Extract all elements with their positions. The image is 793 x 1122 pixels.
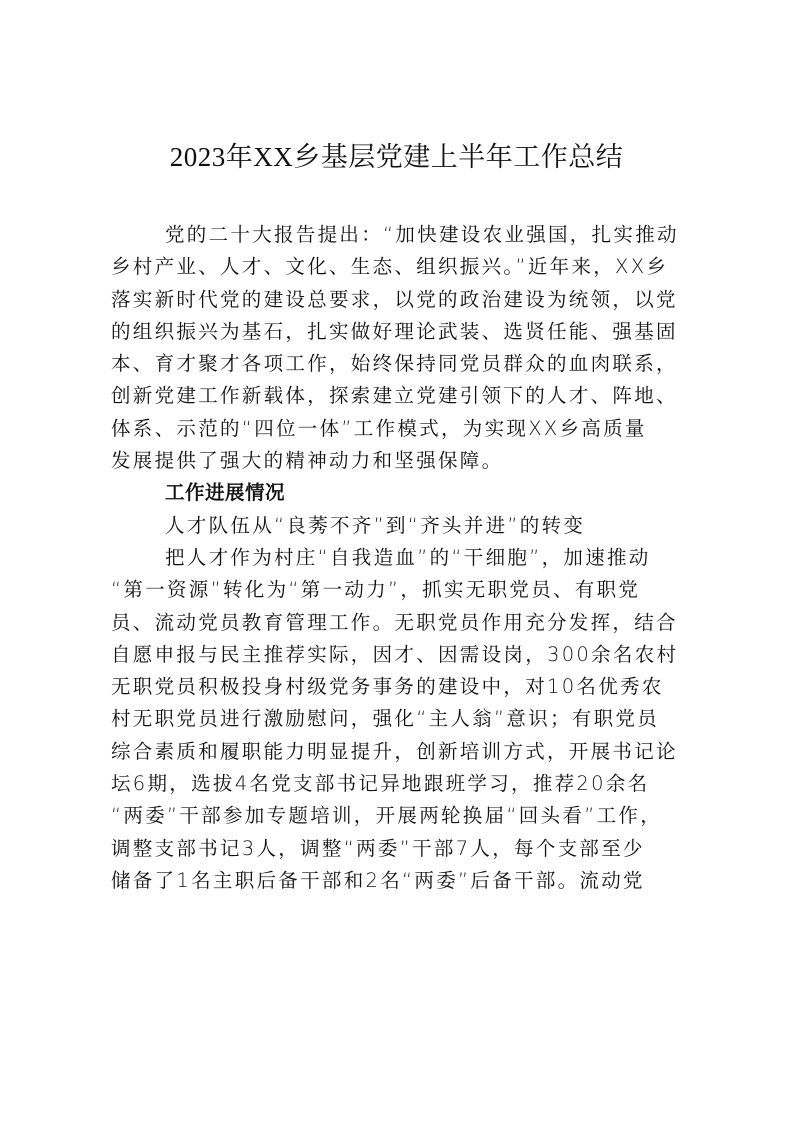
section-line: 村无职党员进行激励慰问，强化“主人翁”意识；有职党员 [111,707,660,731]
section-line: 储备了1名主职后备干部和2名“两委”后备干部。流动党 [111,868,645,892]
section-line: 无职党员积极投身村级党务事务的建设中，对10名优秀农 [111,675,664,699]
intro-line: 党的二十大报告提出：“加快建设农业强国，扎实推动 [165,223,679,246]
section-line: 坛6期，选拔4名党支部书记异地跟班学习，推荐20余名 [111,772,650,796]
document-title: 2023年XX乡基层党建上半年工作总结 [169,142,624,172]
intro-line: 创新党建工作新载体，探索建立党建引领下的人才、阵地、 [111,384,678,408]
intro-line: 落实新时代党的建设总要求，以党的政治建设为统领，以党 [111,287,678,311]
section-line: 自愿申报与民主推荐实际，因才、因需设岗，300余名农村 [111,642,679,666]
section-line: “第一资源”转化为“第一动力”，抓实无职党员、有职党 [111,578,641,602]
intro-line: 乡村产业、人才、文化、生态、组织振兴。”近年来，XX乡 [111,255,669,279]
intro-line: 本、育才聚才各项工作，始终保持同党员群众的血肉联系， [111,352,678,376]
section-heading: 工作进展情况 [165,481,286,505]
section-line: “两委”干部参加专题培训，开展两轮换届“回头看”工作， [111,804,663,828]
intro-line: 的组织振兴为基石，扎实做好理论武装、选贤任能、强基固 [111,319,678,343]
intro-line: 发展提供了强大的精神动力和坚强保障。 [111,449,504,473]
section-line: 调整支部书记3人，调整“两委”干部7人，每个支部至少 [111,836,645,860]
section-line: 把人才作为村庄“自我造血”的“干细胞”，加速推动 [165,545,651,569]
subsection-heading: 人才队伍从“良莠不齐”到“齐头并进”的转变 [165,513,586,537]
document-body [111,219,684,897]
section-line: 综合素质和履职能力明显提升，创新培训方式，开展书记论 [111,739,678,763]
section-line: 员、流动党员教育管理工作。无职党员作用充分发挥，结合 [111,610,678,634]
intro-line: 体系、示范的“四位一体”工作模式，为实现XX乡高质量 [111,416,647,440]
